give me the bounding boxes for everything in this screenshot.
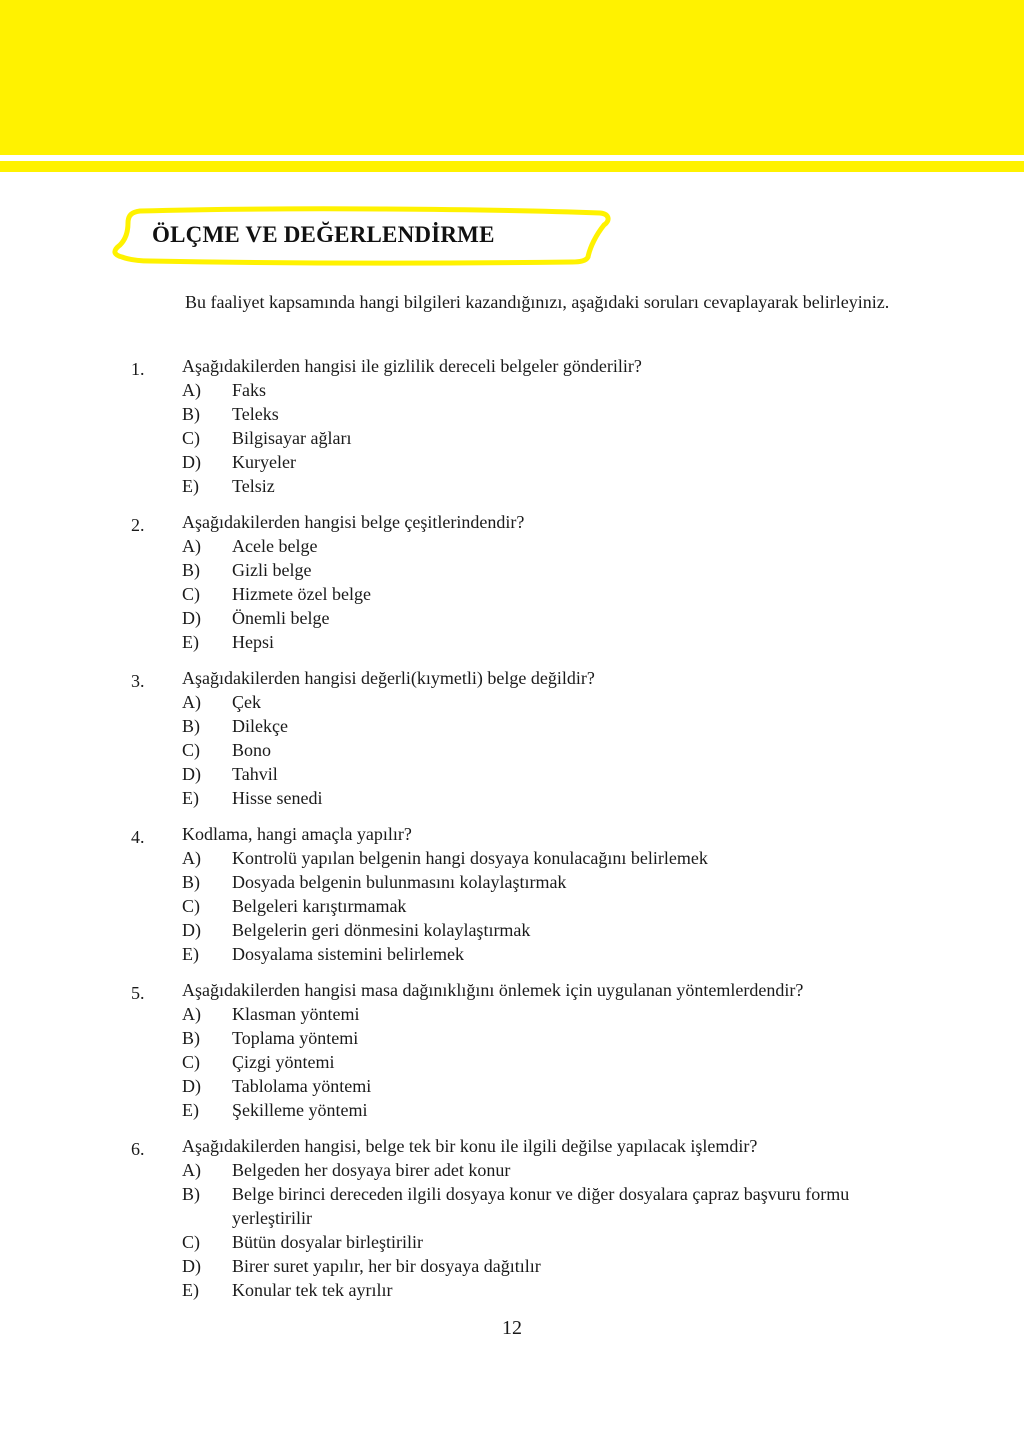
- option-letter: E): [182, 476, 199, 496]
- option-letter: B): [182, 404, 200, 424]
- option-d: [0, 1074, 1024, 1098]
- option-e: [0, 786, 1024, 810]
- option-b: [0, 1026, 1024, 1050]
- question-text: Kodlama, hangi amaçla yapılır?: [182, 824, 412, 844]
- option-b: [0, 714, 1024, 738]
- option-e: [0, 1278, 1024, 1302]
- option-b: [0, 558, 1024, 582]
- option-c: [0, 894, 1024, 918]
- option-c: [0, 738, 1024, 762]
- question-text: Aşağıdakilerden hangisi masa dağınıklığını önlemek için uygulanan yöntemlerdendir?: [182, 980, 804, 1000]
- option-text: Konular tek tek ayrılır: [232, 1280, 393, 1300]
- option-text: Telsiz: [232, 476, 275, 496]
- option-text: Çek: [232, 692, 261, 712]
- option-c: [0, 582, 1024, 606]
- option-letter: A): [182, 380, 201, 400]
- option-letter: E): [182, 1100, 199, 1120]
- question-text: Aşağıdakilerden hangisi değerli(kıymetli) belge değildir?: [182, 668, 595, 688]
- option-letter: E): [182, 1280, 199, 1300]
- option-e: [0, 630, 1024, 654]
- option-text: Dosyada belgenin bulunmasını kolaylaştırmak: [232, 872, 567, 892]
- option-d: [0, 762, 1024, 786]
- option-a: [0, 690, 1024, 714]
- option-text: Dosyalama sistemini belirlemek: [232, 944, 464, 964]
- intro-paragraph: Bu faaliyet kapsamında hangi bilgileri kazandığınızı, aşağıdaki soruları cevaplayarak belirleyiniz.: [185, 292, 890, 312]
- option-b: [0, 402, 1024, 426]
- option-letter: B): [182, 560, 200, 580]
- question-text: Aşağıdakilerden hangisi ile gizlilik dereceli belgeler gönderilir?: [182, 356, 642, 376]
- option-letter: E): [182, 632, 199, 652]
- option-a: [0, 846, 1024, 870]
- option-letter: B): [182, 1028, 200, 1048]
- option-d: [0, 918, 1024, 942]
- option-text: Belge birinci dereceden ilgili dosyaya konur ve diğer dosyalara çapraz başvuru formu yerleştirilir: [232, 1184, 850, 1228]
- question-number: 6.: [131, 1139, 145, 1159]
- option-letter: B): [182, 1184, 200, 1204]
- question-3: [0, 666, 1024, 810]
- option-text: Klasman yöntemi: [232, 1004, 360, 1024]
- question-text: Aşağıdakilerden hangisi, belge tek bir konu ile ilgili değilse yapılacak işlemdir?: [182, 1136, 758, 1156]
- option-text: Şekilleme yöntemi: [232, 1100, 368, 1120]
- option-text: Tahvil: [232, 764, 278, 784]
- question-list: [0, 354, 1024, 1314]
- question-2: [0, 510, 1024, 654]
- question-4: [0, 822, 1024, 966]
- option-letter: D): [182, 920, 201, 940]
- option-e: [0, 942, 1024, 966]
- option-a: [0, 534, 1024, 558]
- option-b: [0, 870, 1024, 894]
- option-letter: C): [182, 584, 200, 604]
- option-text: Hisse senedi: [232, 788, 323, 808]
- option-letter: C): [182, 1052, 200, 1072]
- option-text: Belgeleri karıştırmamak: [232, 896, 407, 916]
- option-letter: B): [182, 716, 200, 736]
- question-1: [0, 354, 1024, 498]
- option-text: Tablolama yöntemi: [232, 1076, 372, 1096]
- option-text: Önemli belge: [232, 608, 330, 628]
- question-6: [0, 1134, 1024, 1302]
- option-text: Gizli belge: [232, 560, 312, 580]
- option-letter: A): [182, 1160, 201, 1180]
- header-yellow-stripe: [0, 161, 1024, 172]
- option-text: Hizmete özel belge: [232, 584, 371, 604]
- option-letter: C): [182, 428, 200, 448]
- option-text: Çizgi yöntemi: [232, 1052, 335, 1072]
- option-letter: C): [182, 896, 200, 916]
- option-c: [0, 1050, 1024, 1074]
- option-text: Bilgisayar ağları: [232, 428, 352, 448]
- option-text: Birer suret yapılır, her bir dosyaya dağıtılır: [232, 1256, 541, 1276]
- option-text: Belgelerin geri dönmesini kolaylaştırmak: [232, 920, 531, 940]
- question-number: 4.: [131, 827, 145, 847]
- option-c: [0, 426, 1024, 450]
- option-d: [0, 1254, 1024, 1278]
- option-letter: D): [182, 1076, 201, 1096]
- question-text: Aşağıdakilerden hangisi belge çeşitlerindendir?: [182, 512, 525, 532]
- option-letter: D): [182, 608, 201, 628]
- option-letter: A): [182, 848, 201, 868]
- option-letter: A): [182, 536, 201, 556]
- question-5: [0, 978, 1024, 1122]
- option-text: Kontrolü yapılan belgenin hangi dosyaya konulacağını belirlemek: [232, 848, 708, 868]
- option-c: [0, 1230, 1024, 1254]
- option-a: [0, 1002, 1024, 1026]
- section-title: ÖLÇME VE DEĞERLENDİRME: [152, 222, 495, 247]
- option-letter: C): [182, 740, 200, 760]
- option-letter: E): [182, 944, 199, 964]
- option-letter: A): [182, 692, 201, 712]
- option-a: [0, 378, 1024, 402]
- question-number: 2.: [131, 515, 145, 535]
- option-text: Acele belge: [232, 536, 318, 556]
- option-e: [0, 1098, 1024, 1122]
- option-letter: C): [182, 1232, 200, 1252]
- question-number: 5.: [131, 983, 145, 1003]
- option-letter: D): [182, 1256, 201, 1276]
- option-text: Bono: [232, 740, 272, 760]
- option-text: Belgeden her dosyaya birer adet konur: [232, 1160, 511, 1180]
- option-letter: B): [182, 872, 200, 892]
- option-letter: D): [182, 764, 201, 784]
- header-yellow-band: [0, 0, 1024, 155]
- option-a: [0, 1158, 1024, 1182]
- option-text: Kuryeler: [232, 452, 296, 472]
- option-text: Faks: [232, 380, 267, 400]
- option-text: Toplama yöntemi: [232, 1028, 359, 1048]
- question-number: 1.: [131, 359, 145, 379]
- option-letter: A): [182, 1004, 201, 1024]
- option-text: Teleks: [232, 404, 279, 424]
- option-d: [0, 606, 1024, 630]
- option-b: [0, 1182, 1024, 1230]
- page-number: 12: [502, 1317, 522, 1339]
- option-letter: D): [182, 452, 201, 472]
- option-text: Hepsi: [232, 632, 274, 652]
- option-text: Bütün dosyalar birleştirilir: [232, 1232, 423, 1252]
- question-number: 3.: [131, 671, 145, 691]
- option-e: [0, 474, 1024, 498]
- option-letter: E): [182, 788, 199, 808]
- option-text: Dilekçe: [232, 716, 288, 736]
- option-d: [0, 450, 1024, 474]
